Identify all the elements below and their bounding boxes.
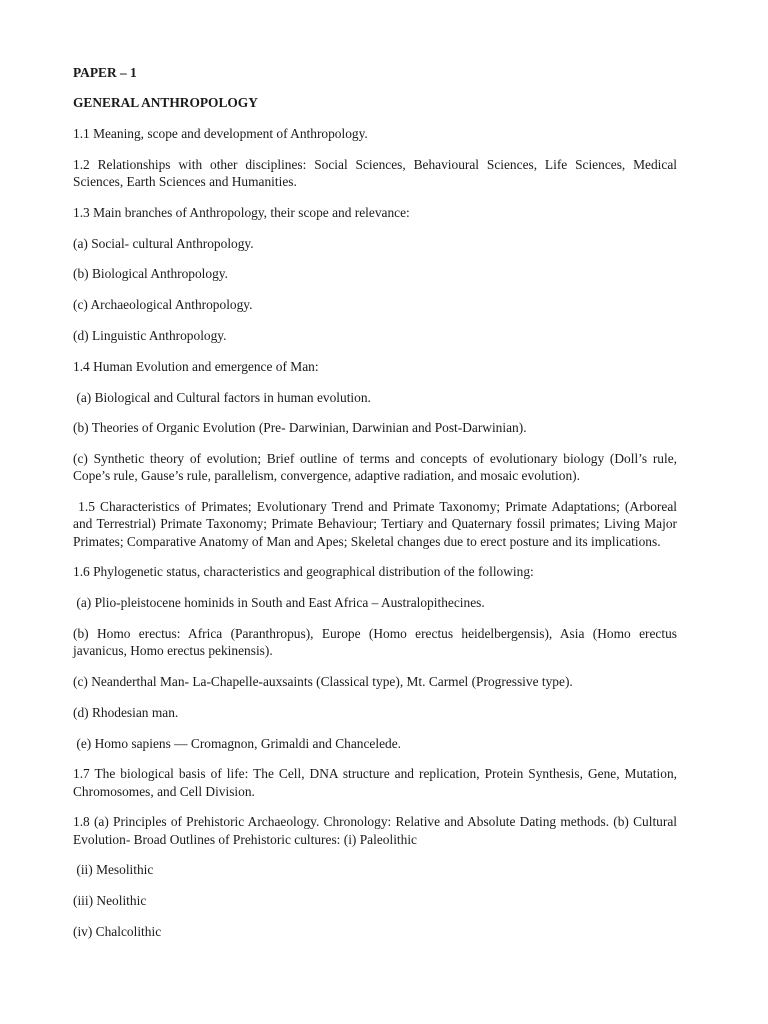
list-item-1-8-ii: (ii) Mesolithic xyxy=(73,862,154,878)
list-item-1-3-d: (d) Linguistic Anthropology. xyxy=(73,327,227,343)
list-item-1-3-c: (c) Archaeological Anthropology. xyxy=(73,297,253,313)
paragraph-1-8: 1.8 (a) Principles of Prehistoric Archaeology. Chronology: Relative and Absolute Dating methods. (b) Cultural Evolution- Broad Outlines of Prehistoric cultures: (i) Paleolithic xyxy=(73,814,677,847)
list-item-1-4-a: (a) Biological and Cultural factors in human evolution. xyxy=(73,389,371,405)
paragraph-1-5: 1.5 Characteristics of Primates; Evolutionary Trend and Primate Taxonomy; Primate Adaptations; (Arboreal and Terrestrial) Primate Taxonomy; Primate Behaviour; Tertiary and Quaternary fossil primates; Living Major Primates; Comparative Anatomy of Man and Apes; Skeletal changes due to erect posture and its implications. xyxy=(73,499,681,549)
list-item-1-8-iii: (iii) Neolithic xyxy=(73,893,147,909)
list-item-1-6-a: (a) Plio-pleistocene hominids in South and East Africa – Australopithecines. xyxy=(73,595,485,611)
list-item-1-3-a: (a) Social- cultural Anthropology. xyxy=(73,235,254,251)
paragraph-1-7: 1.7 The biological basis of life: The Cell, DNA structure and replication, Protein Synthesis, Gene, Mutation, Chromosomes, and Cell Division. xyxy=(73,766,677,799)
list-item-1-8-iv: (iv) Chalcolithic xyxy=(73,923,162,939)
subject-title: GENERAL ANTHROPOLOGY xyxy=(73,95,258,111)
document-page xyxy=(73,64,681,954)
list-item-1-6-d: (d) Rhodesian man. xyxy=(73,704,179,720)
paragraph-1-4: 1.4 Human Evolution and emergence of Man: xyxy=(73,358,319,374)
list-item-1-6-c: (c) Neanderthal Man- La-Chapelle-auxsaints (Classical type), Mt. Carmel (Progressive type). xyxy=(73,673,573,689)
paragraph-1-6: 1.6 Phylogenetic status, characteristics and geographical distribution of the following: xyxy=(73,564,534,580)
paper-title: PAPER – 1 xyxy=(73,65,137,80)
list-item-1-6-b: (b) Homo erectus: Africa (Paranthropus), Europe (Homo erectus heidelbergensis), Asia (Homo erectus javanicus, Homo erectus pekinensis). xyxy=(73,625,677,659)
list-item-1-4-c: (c) Synthetic theory of evolution; Brief outline of terms and concepts of evolutionary biology (Doll’s rule, Cope’s rule, Gause’s rule, parallelism, convergence, adaptive radiation, and mosaic evolution). xyxy=(73,451,677,484)
paragraph-1-1: 1.1 Meaning, scope and development of Anthropology. xyxy=(73,126,368,141)
list-item-1-6-e: (e) Homo sapiens — Cromagnon, Grimaldi and Chancelede. xyxy=(73,735,401,751)
paragraph-1-2: 1.2 Relationships with other disciplines: Social Sciences, Behavioural Sciences, Life Sciences, Medical Sciences, Earth Sciences and Humanities. xyxy=(73,156,677,189)
paragraph-1-3: 1.3 Main branches of Anthropology, their scope and relevance: xyxy=(73,204,410,220)
list-item-1-4-b: (b) Theories of Organic Evolution (Pre- Darwinian, Darwinian and Post-Darwinian). xyxy=(73,420,527,436)
list-item-1-3-b: (b) Biological Anthropology. xyxy=(73,266,228,282)
